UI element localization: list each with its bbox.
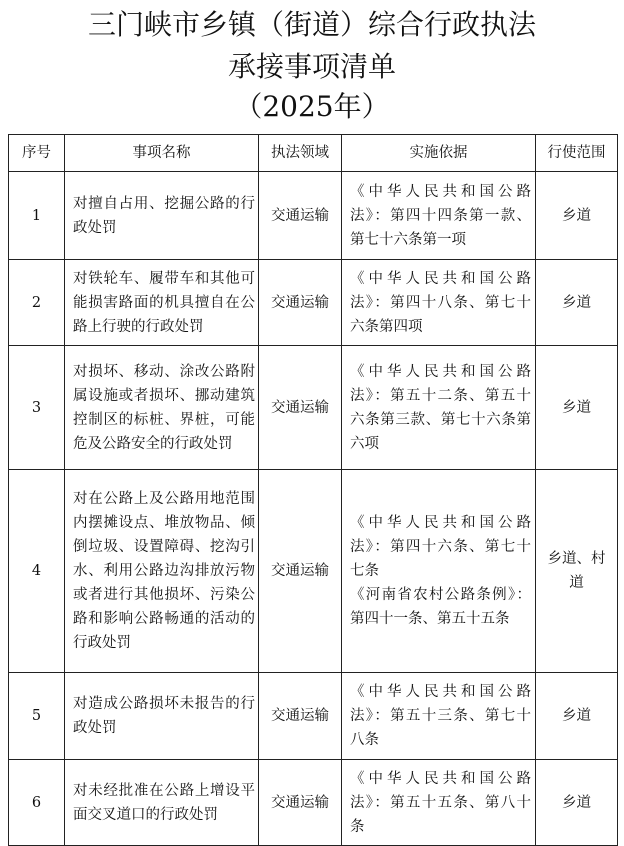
row-basis-text-2: 《河南省农村公路条例》：第四十一条、第五十五条 [350,587,531,627]
row-basis [342,346,536,470]
row-index: 6 [9,760,65,846]
row-name: 对在公路上及公路用地范围内摆摊设点、堆放物品、倾倒垃圾、设置障碍、挖沟引水、利用公路边沟排放污物或者进行其他损坏、污染公路和影响公路畅通的活动的行政处罚 [65,470,259,673]
row-basis [342,260,536,346]
row-field: 交通运输 [259,260,342,346]
row-index: 5 [9,673,65,760]
row-name: 对擅自占用、挖掘公路的行政处罚 [65,172,259,260]
row-basis [342,673,536,760]
row-scope: 乡道 [536,260,618,346]
table-header-row [9,135,618,172]
header-scope: 行使范围 [536,135,618,172]
row-scope: 乡道 [536,346,618,470]
row-name: 对损坏、移动、涂改公路附属设施或者损坏、挪动建筑控制区的标桩、界桩，可能危及公路安全的行政处罚 [65,346,259,470]
header-field: 执法领域 [259,135,342,172]
table-row [9,470,618,673]
document-title-line1: 三门峡市乡镇（街道）综合行政执法 [87,8,536,41]
header-name: 事项名称 [65,135,259,172]
row-index: 3 [9,346,65,470]
header-basis: 实施依据 [342,135,536,172]
row-field: 交通运输 [259,673,342,760]
document-title-year: （2025年） [234,90,390,123]
row-basis-text: 《中华人民共和国公路法》：第四十六条、第七十七条 [350,515,531,579]
row-basis-text: 《中华人民共和国公路法》：第五十五条、第八十条 [350,770,531,835]
row-scope: 乡道 [536,760,618,846]
matters-table [8,134,618,846]
row-basis-text: 《中华人民共和国公路法》：第五十三条、第七十八条 [350,684,531,748]
row-index: 1 [9,172,65,260]
row-name: 对铁轮车、履带车和其他可能损害路面的机具擅自在公路上行驶的行政处罚 [65,260,259,346]
row-basis [342,172,536,260]
table-row [9,346,618,470]
row-scope: 乡道、村道 [536,470,618,673]
table-row [9,172,618,260]
row-field: 交通运输 [259,470,342,673]
row-field: 交通运输 [259,172,342,260]
row-basis-text: 《中华人民共和国公路法》：第四十八条、第七十六条第四项 [350,270,531,335]
document-title-line2: 承接事项清单 [227,50,396,83]
row-basis [342,470,536,673]
table-row [9,260,618,346]
table-row [9,760,618,846]
row-name: 对造成公路损坏未报告的行政处罚 [65,673,259,760]
row-scope: 乡道 [536,172,618,260]
row-field: 交通运输 [259,760,342,846]
row-basis-text: 《中华人民共和国公路法》：第五十二条、第五十六条第三款、第七十六条第六项 [350,363,531,452]
row-basis-text: 《中华人民共和国公路法》：第四十四条第一款、第七十六条第一项 [350,183,531,248]
row-scope: 乡道 [536,673,618,760]
row-name: 对未经批准在公路上增设平面交叉道口的行政处罚 [65,760,259,846]
row-index: 2 [9,260,65,346]
row-field: 交通运输 [259,346,342,470]
table-row [9,673,618,760]
row-basis [342,760,536,846]
header-index: 序号 [9,135,65,172]
row-index: 4 [9,470,65,673]
